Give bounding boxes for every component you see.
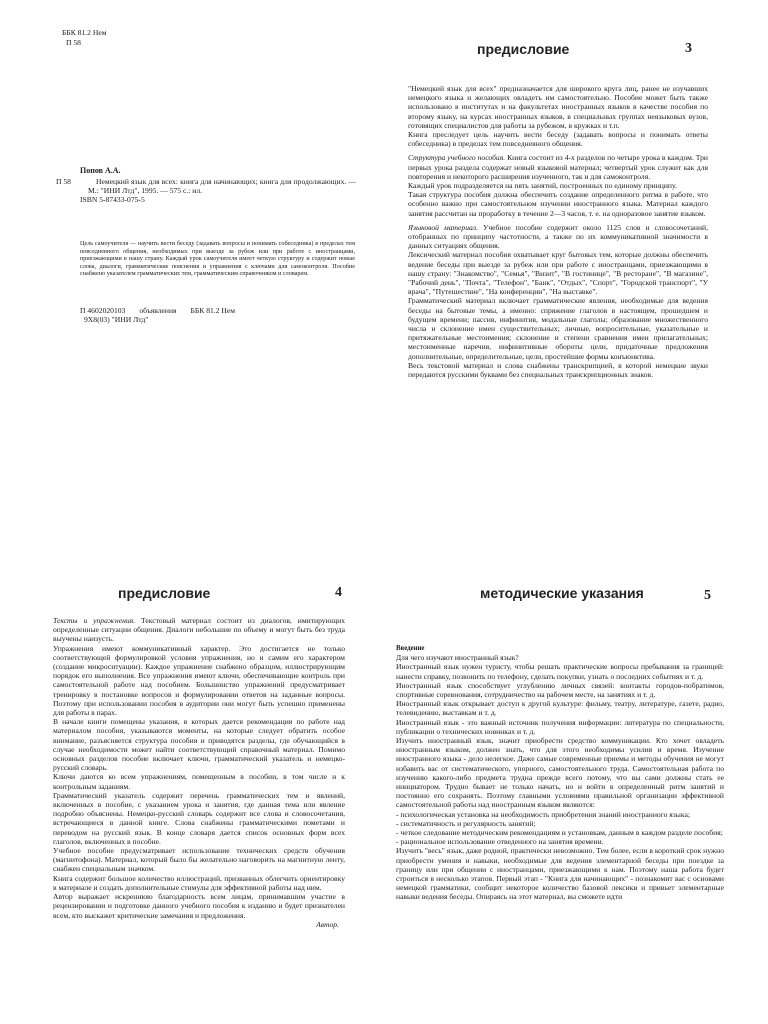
paragraph (408, 153, 708, 181)
list-item: - рациональное использование отведенного на занятия времени. (396, 837, 604, 847)
imprint-bbk: ББК 81.2 Нем (190, 306, 236, 315)
page-5-header-title: методические указания (480, 585, 644, 601)
paragraph (53, 616, 345, 644)
page-3-number: 3 (685, 41, 692, 56)
bbk-block (62, 28, 107, 48)
paragraph: Учебное пособие предусматривает использование технических средств обучения (магнитофона). Материал, который было бы желательно наговорить на магнитную ленту, снабжен специальным значком. (53, 846, 345, 874)
paragraph: Иностранный язык нужен туристу, чтобы решать практические вопросы пребывания за границей: нанести справку, позвонить по телефону, сделать покупки, узнать о последних событиях и т. д. (396, 662, 724, 681)
paragraph: Грамматический указатель содержит перечень грамматических тем и явлений, включенных в пособие, с указанием урока и занятия, где данная тема или явление подробно объяснены. Немецко-русский словарь содержит все слова и словосочетания, встречающиеся в данной книге. Слова снабжены грамматическими пометами и переводом на русский язык. В конце словаря дается список основных форм всех глаголов, включенных в пособие. (53, 790, 345, 846)
page-4 (0, 512, 384, 1024)
paragraph: Каждый урок подразделяется на пять занятий, построенных по единому принципу. (408, 181, 677, 191)
paragraph: Такая структура пособия должна обеспечить создание определенного ритма в работе, что особенно важно при самостоятельном изучении иностранного языка. Материал каждого занятия рассчитан на проработку в течение 2—3 часов, т. е. на одноразовое занятие языком. (408, 190, 708, 218)
author-name: Попов А.А. (80, 166, 121, 175)
paragraph: В начале книги помещены указания, в которых дается рекомендация по работе над материалом пособия, указываются моменты, на которые следует обратить особое внимание, разъясняется структура пособия и приводятся разделы, где обучающийся в случае необходимости может найти соответствующий справочный материал. Помимо основных разделов пособие включает ключи, грамматический указатель и немецко-русский словарь. (53, 717, 345, 773)
imprint-publisher: 9Х8(03) "ИНИ Лтд" (84, 315, 149, 325)
paragraph (408, 223, 708, 251)
signature: Автор. (316, 919, 339, 929)
list-item: - четкое следование методическим рекомендациям и установкам, данным в каждом разделе пособия; (396, 828, 723, 838)
biblio-text: Немецкий язык для всех: книга для начинающих; книга для продолжающих. — М.: "ИНИ Лтд", 1995. — 575 с.: ил. (88, 177, 356, 196)
paragraph: Лексический материал пособия охватывает круг бытовых тем, которые должны обеспечить ведение беседы при выезде за рубеж или при работе с иностранцами, приезжающими в нашу страну: "Знакомство", "Семья", "Визит", "В гостинице", "В ресторане", "В магазине", "Рабочий день", "Почта", "Телефон", "Банк", "Отдых", "Спорт", "Городской транспорт", "У врача", "Путешествие", "На конференции", "На выставке". (408, 250, 708, 297)
paragraph: Весь текстовой материал и слова снабжены транскрипцией, в которой немецкие звуки передаются русскими буквами без специальных транскрипционных знаков. (408, 360, 708, 380)
paragraph-text: Текстовый материал состоит из диалогов, имитирующих определенные ситуации общения. Диалоги небольшие по объему и могут быть без труда выучены наизусть. (53, 616, 345, 644)
imprint-block (80, 306, 355, 324)
paragraph: Для чего изучают иностранный язык? (396, 653, 519, 663)
list-item: - систематичность и регулярность занятий; (396, 818, 536, 828)
page-4-body (53, 616, 345, 929)
italic-lead: Тексты и упражнения. (53, 616, 136, 625)
page-5 (384, 512, 768, 1024)
page-4-header-title: предисловие (118, 585, 211, 601)
biblio-code: П 58 (56, 177, 71, 186)
page-3-header-title: предисловие (477, 41, 570, 57)
paragraph-text: Книга состоит из 4-х разделов по четыре урока в каждом. Три первых урока раздела содержат новый языковой материал; четвертый урок служит как для повторения и некоторого расширения изученного, так и для самоконтроля. (408, 153, 708, 181)
paragraph-text: Учебное пособие содержит около 1125 слов и словосочетаний, отобранных по принципу частотности, а также по их коммуникативной значимости в данных ситуациях общения. (408, 222, 708, 251)
italic-lead: Языковой материал. (408, 222, 479, 232)
annotation: Цель самоучителя — научить вести беседу (задавать вопросы и понимать собеседника) в пределах тем повседневного общения, необходимых при выезде за рубеж или при работе с иностранцами, приезжающими в нашу страну. Каждый урок самоучителя имеет четкую структуру и содержит новые слова, диалоги, грамматические пояснения и упражнения с ключами для самоконтроля. Пособие снабжено указателем грамматических тем, грамматическим справочником и словарем. (80, 240, 355, 278)
paragraph: Книга содержит большое количество иллюстраций, призванных облегчить ориентировку в материале и создать дополнительные стимулы для эффективной работы над ним. (53, 873, 345, 892)
page-5-body (396, 644, 724, 902)
page-3 (384, 0, 768, 512)
italic-lead: Структура учебного пособия. (408, 153, 506, 163)
paragraph: Иностранный язык - это важный источник получения информации: литература по специальности, публикации о технических новинках и т. д. (396, 717, 724, 736)
page-5-number: 5 (704, 588, 711, 603)
paragraph: Ключи даются ко всем упражнениям, помещенным в пособии, в том числе и к контрольным заданиям. (53, 772, 345, 791)
bbk-line-2: П 58 (66, 38, 81, 47)
list-item: - психологическая установка на необходимость приобретения знаний иностранного языка; (396, 809, 690, 819)
paragraph: "Немецкий язык для всех" предназначается для широкого круга лиц, ранее не изучавших немецкого языка и желающих овладеть им самостоятельно. Пособие может быть также использовано в институтах и на факультетах иностранных языков в качестве пособия по второму языку, на курсах иностранных языков, в специальных группах неязыковых вузов, готовящих специалистов для работы за рубежом, в кружках и т.п. (408, 84, 708, 130)
bbk-line-1: ББК 81.2 Нем (62, 28, 107, 37)
paragraph: Грамматический материал включает грамматические явления, необходимые для ведения беседы на бытовые темы, а именно: спряжение глаголов в настоящем, прошедшем и будущем времени; пассив, инфинитив, модальные глаголы; образование множественного числа и склонение имен существительных; личные, вопросительные, указательные и притяжательные местоимения; склонение и степени сравнения имен прилагательных; местоименные наречия, инфинитивные обороты цели, придаточные предложения дополнительные, определительные, цели, простейшие формы конъюнктива. (408, 296, 708, 361)
paragraph: Автор выражает искреннюю благодарность всем лицам, принимавшим участие в рецензировании и подготовке данного учебного пособия к изданию и будет признателен всем, кто выскажет критические замечания и предложения. (53, 892, 345, 920)
paragraph: Книга преследует цель научить вести беседу (задавать вопросы и понимать ответы собеседника) в пределах тем повседневного общения. (408, 130, 708, 149)
paragraph: Иностранный язык способствует углублению личных связей: контакты городов-побратимов, спортивные соревнования, сотрудничество на рабочем месте, на занятиях и т. д. (396, 680, 724, 700)
paragraph: Иностранный язык открывает доступ к другой культуре: фильму, театру, литературе, газете, радио, телевидению, выставкам и т. д. (396, 699, 724, 718)
paragraph: Изучить "весь" язык, даже родной, практически невозможно. Тем более, если в короткий срок нужно приобрести умения и навыки, необходимые для ведения элементарной беседы при поездке за границу или при общении с иностранцами, приезжающими к нам. Поэтому наша работа будет строиться в несколько этапов. Первый этап - "Книга для начинающих" - познакомит вас с основами немецкой грамматики, сообщит некоторое количество базовой лексики и привьет элементарные навыки ведения беседы. Опираясь на этот материал, вы сможете идти (396, 846, 724, 902)
paragraph: Изучить иностранный язык, значит приобрести средство коммуникации. Кто хочет овладеть иностранным языком, должен знать, что для этого необходимы усилия и время. Изучение иностранного языка - дело нелегкое. Даже самые современные приемы и методы обучения не могут избавить вас от систематического, упорного, самостоятельного труда. Самостоятельная работа по изучению какого-либо предмета трудна прежде всего потому, что вы сами должны стать ее инициатором. Трудно бывает не только начать, но и войти в определенный ритм занятий и постоянно его сохранять. Поэтому главными условиями правильной организации эффективной самостоятельной работы над иностранным языком являются: (396, 736, 724, 810)
imprint-note: объявления (139, 306, 177, 315)
page-4-number: 4 (335, 585, 342, 600)
isbn: ISBN 5-87433-075-5 (80, 195, 145, 205)
imprint-code: П 4602020103 (80, 306, 126, 315)
paragraph: Упражнения имеют коммуникативный характер. Это достигается не только соответствующей формулировкой условия упражнения, но и самим его характером (создание микроситуации). Каждое упражнение снабжено образцом, иллюстрирующим порядок его выполнения. Все упражнения имеют ключи, обеспечивающие контроль при самостоятельной работе над пособием. Большинство упражнений предусматривает тренировку в постановке вопросов и формулировании ответов на заданные вопросы. Поэтому при использовании пособия в аудитории они могут быть успешно применены для работы в парах. (53, 643, 345, 718)
section-label: Введение (396, 645, 425, 652)
page-3-body (408, 84, 708, 379)
bibliographic-record (56, 177, 356, 205)
page-title-verso (0, 0, 384, 512)
